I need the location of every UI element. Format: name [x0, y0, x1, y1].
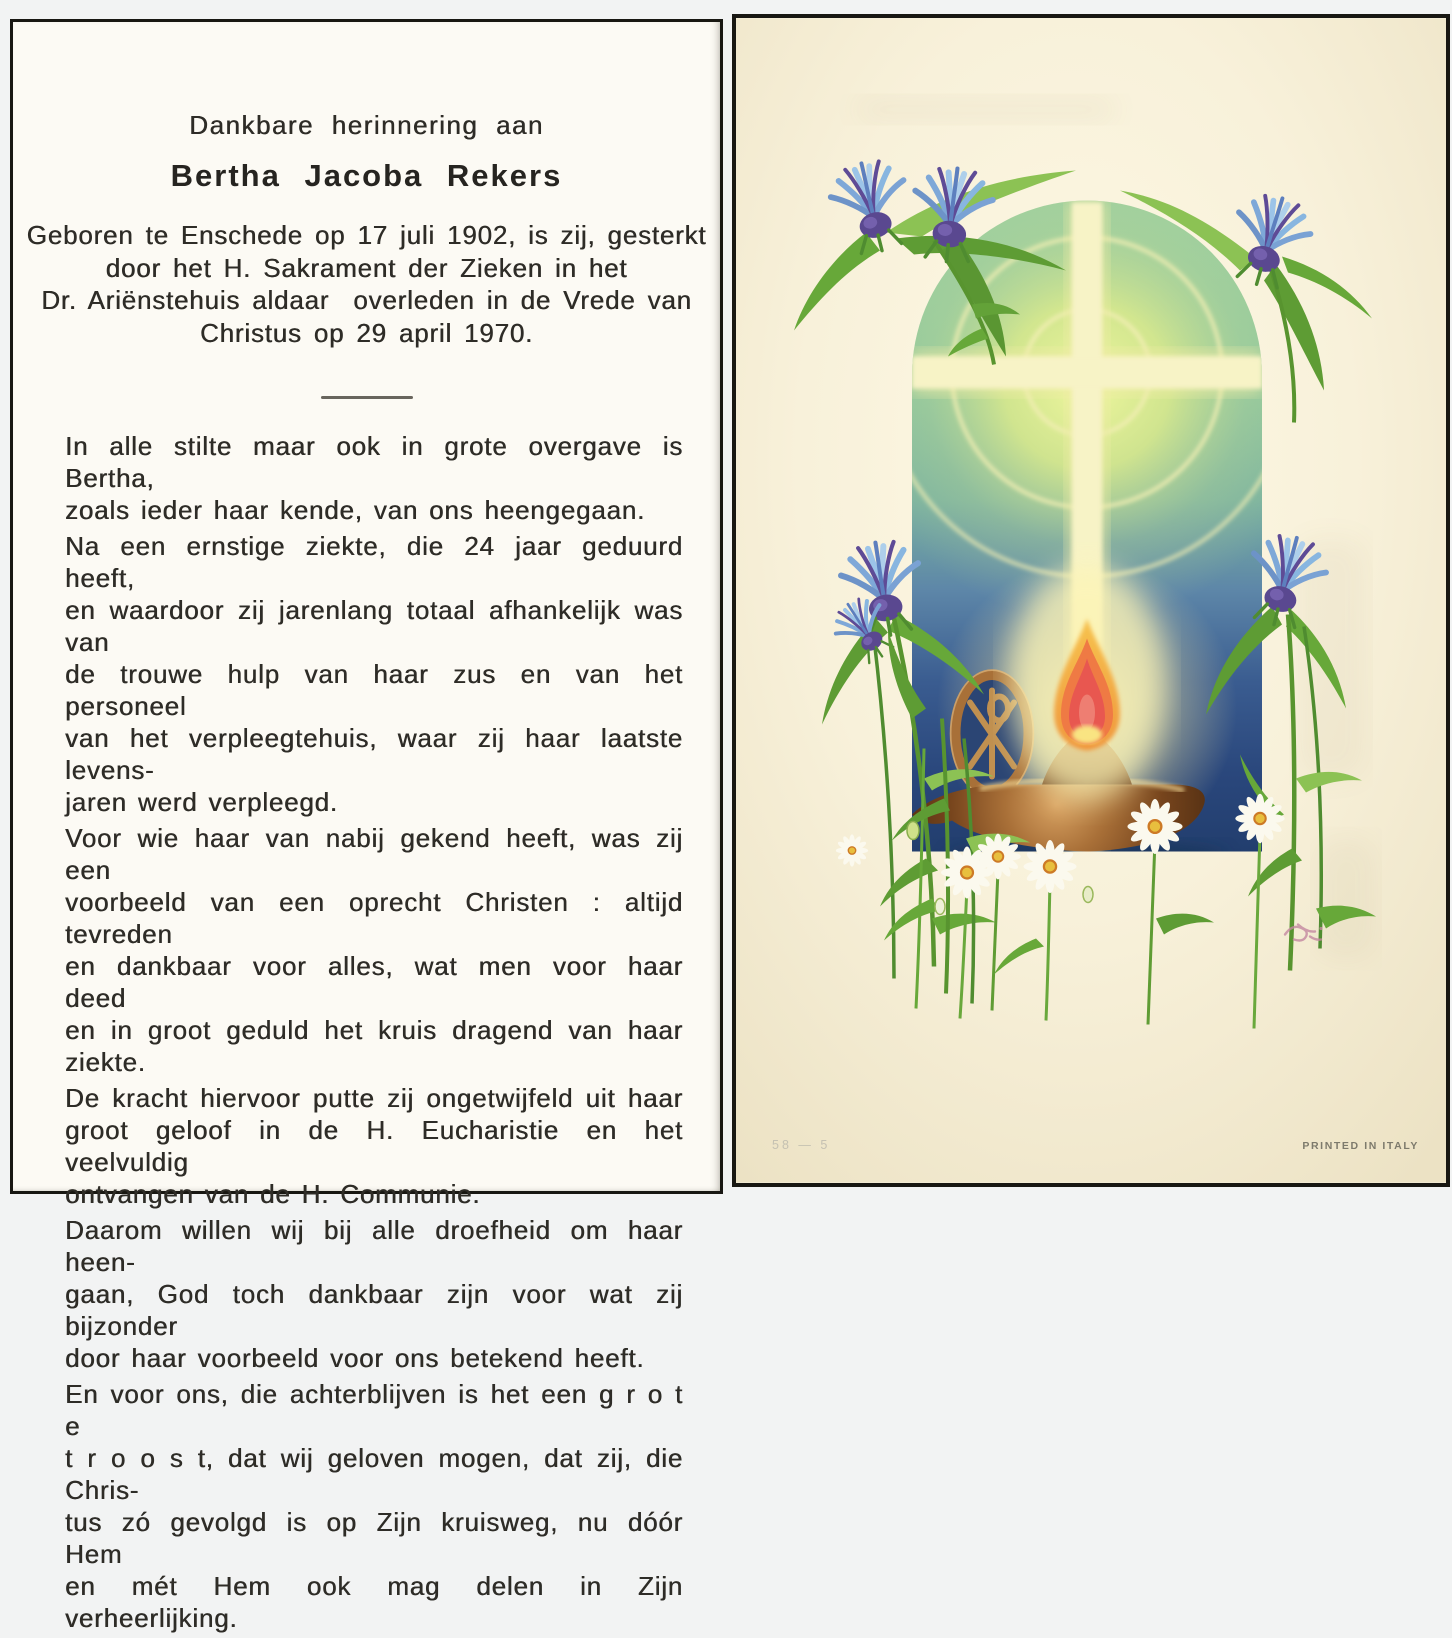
memorial-paragraph: [65, 430, 683, 526]
birth-death-line: Geboren te Enschede op 17 juli 1902, is zij, gesterkt: [26, 220, 707, 250]
printed-in-italy-label: PRINTED IN ITALY: [1302, 1140, 1419, 1152]
deceased-name: Bertha Jacoba Rekers: [170, 158, 563, 193]
paragraph-line: Na een ernstige ziekte, die 24 jaar geduurd heeft,: [65, 531, 683, 593]
paragraph-line: van het verpleegtehuis, waar zij haar laatste levens-: [65, 723, 683, 785]
memorial-body-text: [65, 430, 683, 1638]
paragraph-line: door haar voorbeeld voor ons betekend heeft.: [65, 1343, 645, 1373]
paragraph-line: De kracht hiervoor putte zij ongetwijfeld uit haar: [65, 1083, 683, 1113]
paragraph-line: en mét Hem ook mag delen in Zijn verheerlijking.: [65, 1571, 683, 1633]
memorial-paragraph: [65, 1378, 683, 1634]
memorial-paragraph: [65, 1082, 683, 1210]
paragraph-line: t r o o s t, dat wij geloven mogen, dat zij, die Chris-: [65, 1443, 683, 1505]
paragraph-line: en dankbaar voor alles, wat men voor haar deed: [65, 951, 683, 1013]
birth-death-line: Christus op 29 april 1970.: [199, 317, 534, 348]
paragraph-line: En voor ons, die achterblijven is het een g r o t e: [65, 1379, 683, 1441]
holy-card-illustration: [736, 18, 1446, 1183]
memorial-paragraph: [65, 530, 683, 818]
paragraph-line: de trouwe hulp van haar zus en van het personeel: [65, 659, 683, 721]
birth-death-line: Dr. Ariënstehuis aldaar overleden in de Vrede van: [41, 285, 692, 315]
paragraph-line: voorbeeld van een oprecht Christen : altijd tevreden: [65, 887, 683, 949]
paragraph-line: jaren werd verpleegd.: [65, 787, 338, 817]
card-header: Dankbare herinnering aan: [189, 110, 544, 140]
memorial-card-text-side: [10, 19, 723, 1633]
paragraph-line: tus zó gevolgd is op Zijn kruisweg, nu dóór Hem: [65, 1507, 683, 1569]
paragraph-line: In alle stilte maar ook in grote overgave is Bertha,: [65, 431, 683, 493]
paragraph-line: Daarom willen wij bij alle droefheid om haar heen-: [65, 1215, 683, 1277]
paragraph-line: gaan, God toch dankbaar zijn voor wat zij bijzonder: [65, 1279, 683, 1341]
paragraph-line: en waardoor zij jarenlang totaal afhankelijk was van: [65, 595, 683, 657]
print-code: 58 — 5: [772, 1138, 831, 1152]
paragraph-line: ontvangen van de H. Communie.: [65, 1179, 481, 1209]
memorial-card-image-side: [732, 14, 1450, 1187]
flame-icon: [1009, 566, 1165, 802]
divider-rule: [321, 396, 413, 399]
paragraph-line: groot geloof in de H. Eucharistie en het veelvuldig: [65, 1115, 683, 1177]
paragraph-line: Voor wie haar van nabij gekend heeft, was zij een: [65, 823, 683, 885]
paragraph-line: en in groot geduld het kruis dragend van haar ziekte.: [65, 1015, 683, 1077]
paragraph-line: zoals ieder haar kende, van ons heengegaan.: [65, 495, 646, 525]
memorial-paragraph: [65, 1214, 683, 1374]
memorial-paragraph: [65, 822, 683, 1078]
birth-death-notice: [13, 219, 720, 349]
birth-death-line: door het H. Sakrament der Zieken in het: [105, 252, 628, 283]
